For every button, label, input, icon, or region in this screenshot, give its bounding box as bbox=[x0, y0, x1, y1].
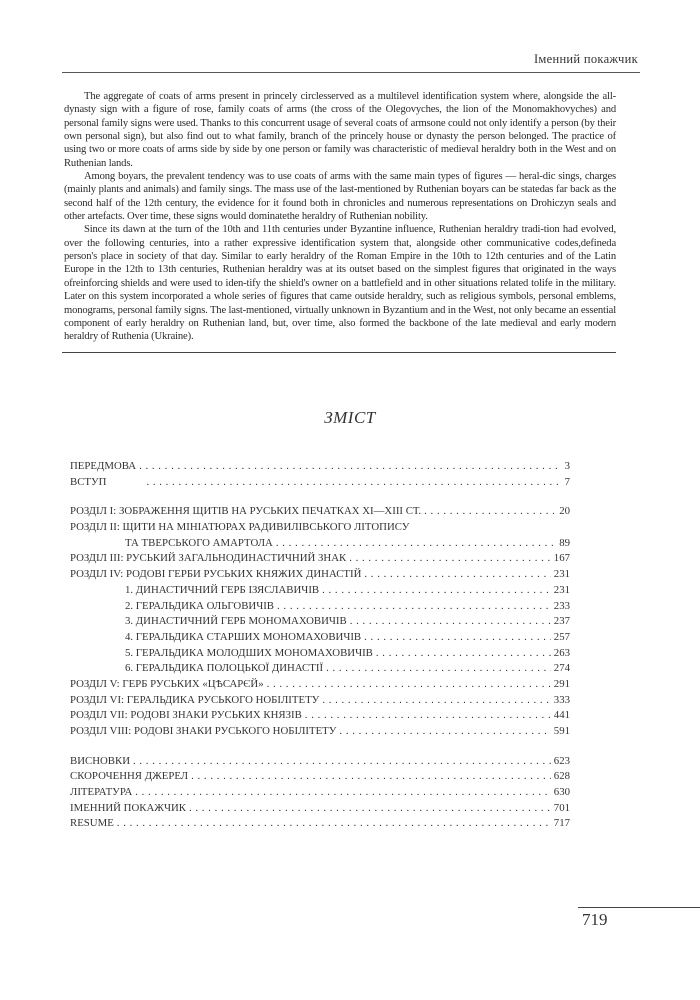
dot-leader bbox=[276, 536, 556, 552]
toc-entry[interactable]: РОЗДІЛ І: ЗОБРАЖЕННЯ ЩИТІВ НА РУСЬКИХ ПЕЧАТКАХ ХІ—ХІІІ СТ. . . . 20 bbox=[70, 504, 570, 520]
running-head: Іменний покажчик bbox=[533, 52, 638, 66]
dot-leader bbox=[191, 769, 551, 785]
toc-entry[interactable]: 6. ГЕРАЛЬДИКА ПОЛОЦЬКОЇ ДИНАСТІЇ . . . 274 bbox=[70, 661, 570, 677]
dot-leader bbox=[350, 614, 551, 630]
toc-entry[interactable]: ІМЕННИЙ ПОКАЖЧИК . . . 701 bbox=[70, 801, 570, 817]
paragraph: The aggregate of coats of arms present in princely circlesserved as a multilevel identification system where, alongside the all-dynasty sign with a figure of rose, family coats of arms (the cross of the Olegovyches, the lion of the Monomakhovyches) and personal family signs were used. Thanks to this concurrent usage of several coats of armsone could not only identify a person (by their own personal sign), but also find out to what family, branch of the princely house or dynasty the person belonged. The practice of using two or more coats of arms side by side by one person or family was characteristic of medieval heraldry both in the West and on Ruthenian lands. bbox=[64, 91, 616, 169]
toc-entry[interactable]: РОЗДІЛ ІІІ: РУСЬКИЙ ЗАГАЛЬНОДИНАСТИЧНИЙ ЗНАК . . . 167 bbox=[70, 551, 570, 567]
toc-entry[interactable]: ТА ТВЕРСЬКОГО АМАРТОЛА . . . 89 bbox=[70, 536, 570, 552]
paragraph: Since its dawn at the turn of the 10th and 11th centuries under Byzantine influence, Ruthenian heraldry tradi-tion had evolved, over the following centuries, into a rather expressive identification system that, alongside other communicative codes,defineda person's place in society of that day. Similar to early heraldry of the Roman Empire in the 10th to 12th centuries and of the Latin Europe in the 12th to 13th centuries, Ruthenian heraldry was at its outset based on the simplest figures that originated in the ways ofreinforcing shields and were used to iden-tify the shield's owner on a battlefield and in other situations related tolife in the military. Later on this system incorporated a whole series of figures that came outside heraldry, such as religious symbols, personal emblems, monograms, personal family signs. The last-mentioned, virtually unknown in Byzantium and in the West, not only became an essential component of early heraldry on Ruthenian land, but, over time, also formed the backbone of the late medieval and early modern heraldry of Ruthenia (Ukraine). bbox=[64, 224, 616, 343]
toc-title: ЗМІСТ bbox=[324, 408, 376, 427]
toc-entry[interactable]: RESUME . . . 717 bbox=[70, 816, 570, 832]
toc-entry[interactable]: 4. ГЕРАЛЬДИКА СТАРШИХ МОНОМАХОВИЧІВ . . . 257 bbox=[70, 630, 570, 646]
dot-leader bbox=[322, 583, 551, 599]
dot-leader bbox=[139, 459, 562, 475]
toc-entry[interactable]: ВИСНОВКИ . . . 623 bbox=[70, 754, 570, 770]
dot-leader bbox=[305, 708, 551, 724]
header-rule bbox=[62, 72, 640, 73]
summary-text bbox=[64, 90, 616, 344]
dot-leader bbox=[424, 504, 556, 520]
paragraph: Among boyars, the prevalent tendency was to use coats of arms with the same main types of figures — heral-dic sings, charges (mainly plants and animals) and family sings. The mass use of the last-mentioned by Ruthenian boyars can be statedas far back as the second half of the 12th century, the evidence for it found both in chronicles and numerous representations on Drohiczyn seals and other artefacts. Over time, these signs would dominatethe heraldry of Ruthenian nobility. bbox=[64, 171, 616, 223]
page-number: 719 bbox=[582, 910, 608, 929]
dot-leader bbox=[376, 646, 551, 662]
toc-entry[interactable]: ЛІТЕРАТУРА . . . 630 bbox=[70, 785, 570, 801]
toc-entry[interactable]: РОЗДІЛ ІІ: ЩИТИ НА МІНІАТЮРАХ РАДИВИЛІВСЬКОГО ЛІТОПИСУ bbox=[70, 521, 410, 534]
dot-leader bbox=[349, 551, 551, 567]
section-divider bbox=[62, 352, 616, 353]
footer-rule bbox=[578, 907, 700, 908]
toc-entry[interactable]: ВСТУП . . . 7 bbox=[70, 475, 570, 491]
toc-entry[interactable]: СКОРОЧЕННЯ ДЖЕРЕЛ . . . 628 bbox=[70, 769, 570, 785]
dot-leader bbox=[146, 475, 561, 491]
dot-leader bbox=[267, 677, 551, 693]
dot-leader bbox=[322, 693, 550, 709]
dot-leader bbox=[326, 661, 551, 677]
dot-leader bbox=[135, 785, 551, 801]
toc-entry[interactable]: 2. ГЕРАЛЬДИКА ОЛЬГОВИЧІВ . . . 233 bbox=[70, 599, 570, 615]
dot-leader bbox=[364, 567, 550, 583]
dot-leader bbox=[364, 630, 551, 646]
toc-entry[interactable]: РОЗДІЛ V: ГЕРБ РУСЬКИХ «ЦѢСАРЄЙ» . . . 291 bbox=[70, 677, 570, 693]
dot-leader bbox=[339, 724, 550, 740]
dot-leader bbox=[133, 754, 551, 770]
toc-entry[interactable]: РОЗДІЛ VII: РОДОВІ ЗНАКИ РУСЬКИХ КНЯЗІВ . . . 441 bbox=[70, 708, 570, 724]
toc-entry[interactable]: 1. ДИНАСТИЧНИЙ ГЕРБ ІЗЯСЛАВИЧІВ . . . 231 bbox=[70, 583, 570, 599]
toc-entry[interactable]: ПЕРЕДМОВА . . . 3 bbox=[70, 459, 570, 475]
toc-entry[interactable]: 5. ГЕРАЛЬДИКА МОЛОДШИХ МОНОМАХОВИЧІВ . . . 263 bbox=[70, 646, 570, 662]
dot-leader bbox=[277, 599, 551, 615]
table-of-contents bbox=[70, 459, 570, 832]
toc-entry[interactable]: РОЗДІЛ VIII: РОДОВІ ЗНАКИ РУСЬКОГО НОБІЛІТЕТУ . . . 591 bbox=[70, 724, 570, 740]
dot-leader bbox=[189, 801, 551, 817]
toc-entry[interactable]: РОЗДІЛ VI: ГЕРАЛЬДИКА РУСЬКОГО НОБІЛІТЕТУ . . . 333 bbox=[70, 693, 570, 709]
toc-entry[interactable]: 3. ДИНАСТИЧНИЙ ГЕРБ МОНОМАХОВИЧІВ . . . 237 bbox=[70, 614, 570, 630]
dot-leader bbox=[117, 816, 551, 832]
toc-entry[interactable]: РОЗДІЛ IV: РОДОВІ ГЕРБИ РУСЬКИХ КНЯЖИХ ДИНАСТІЙ . . . 231 bbox=[70, 567, 570, 583]
